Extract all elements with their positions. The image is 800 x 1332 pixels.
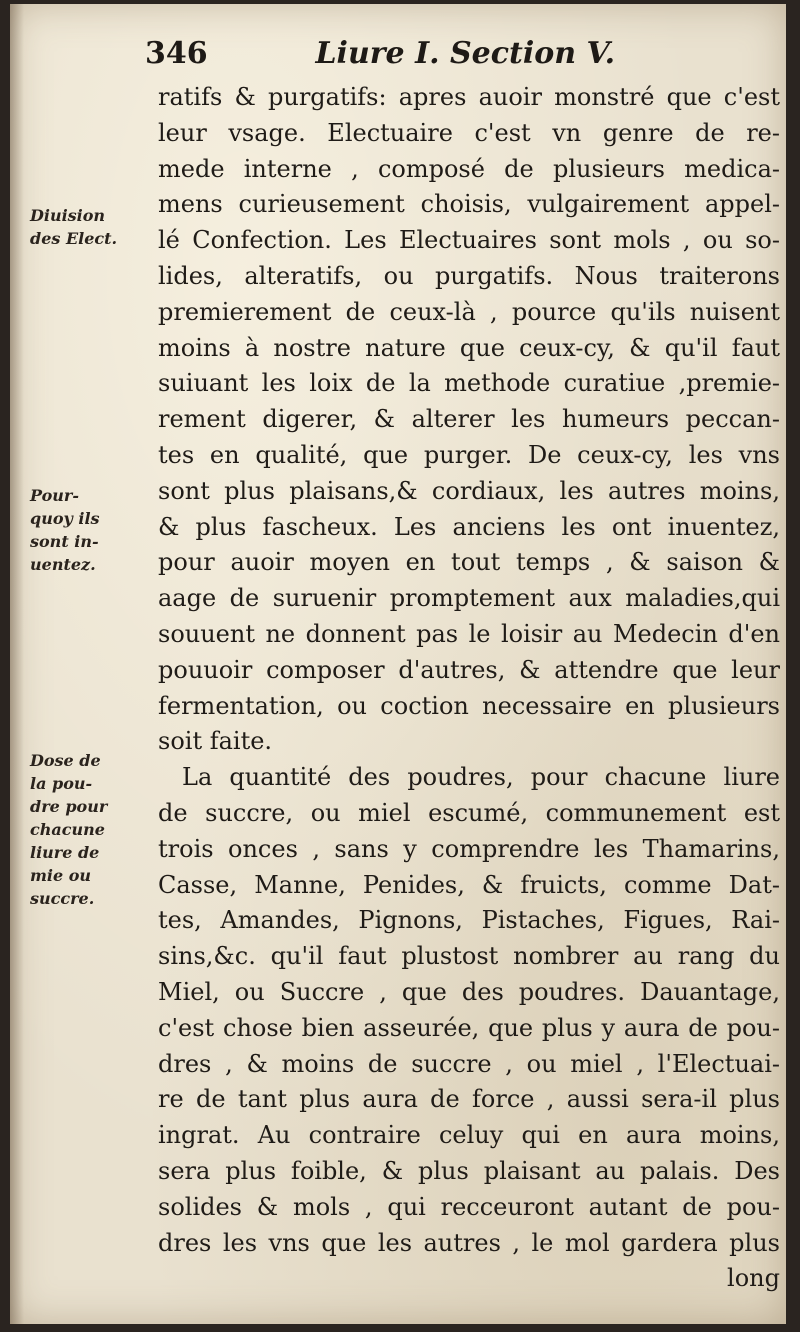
text-line: & plus fascheux. Les anciens les ont inuentez, — [158, 512, 780, 541]
text-line: trois onces , sans y comprendre les Thamarins, — [158, 834, 780, 863]
margin-note-line: dre pour — [30, 797, 108, 816]
text-line: sera plus foible, & plus plaisant au palais. Des — [158, 1156, 780, 1185]
text-line: c'est chose bien asseurée, que plus y aura de pou- — [158, 1013, 780, 1042]
text-line: rement digerer, & alterer les humeurs peccan- — [158, 405, 780, 434]
margin-note-line: liure de — [30, 843, 100, 862]
margin-note-line: uentez. — [30, 555, 96, 574]
text-line: dres les vns que les autres , le mol gardera plus — [158, 1228, 780, 1257]
margin-note-line: quoy ils — [30, 509, 100, 528]
page-number: 346 — [145, 36, 208, 71]
text-line: re de tant plus aura de force , aussi sera-il plus — [158, 1085, 780, 1114]
margin-note-line: Pour- — [30, 486, 79, 505]
text-line: fermentation, ou coction necessaire en plusieurs — [158, 691, 780, 720]
text-line: pouuoir composer d'autres, & attendre que leur — [158, 655, 780, 684]
margin-note-line: mie ou — [30, 866, 92, 885]
margin-note-line: Dose de — [30, 751, 101, 770]
text-line: soit faite. — [158, 727, 273, 756]
text-line: lides, alteratifs, ou purgatifs. Nous traiterons — [158, 261, 780, 290]
margin-note-line: la pou- — [30, 774, 93, 793]
text-line: suiuant les loix de la methode curatiue ,premie- — [158, 369, 780, 398]
running-title: Liure I. Section V. — [315, 36, 616, 71]
margin-note-line: Diuision — [30, 206, 106, 225]
text-line: solides & mols , qui recceuront autant de pou- — [158, 1192, 780, 1221]
text-line: tes, Amandes, Pignons, Pistaches, Figues, Rai- — [158, 906, 780, 935]
margin-note-line: chacune — [30, 820, 105, 839]
text-line: mede interne , composé de plusieurs medica- — [158, 154, 780, 183]
text-line: de succre, ou miel escumé, communement est — [158, 798, 780, 827]
text-line: sins,&c. qu'il faut plustost nombrer au rang du — [158, 942, 780, 971]
text-line: lé Confection. Les Electuaires sont mols , ou so- — [158, 226, 780, 255]
text-line: ratifs & purgatifs: apres auoir monstré que c'est — [158, 83, 780, 111]
text-line: sont plus plaisans,& cordiaux, les autres moins, — [158, 476, 780, 505]
catchword: long — [727, 1264, 780, 1293]
gutter-shadow — [10, 4, 24, 1324]
margin-note-division — [30, 204, 148, 250]
text-line: tes en qualité, que purger. De ceux-cy, les vns — [158, 440, 780, 469]
text-line: mens curieusement choisis, vulgairement appel- — [158, 190, 780, 219]
margin-note-line: sont in- — [30, 532, 99, 551]
text-line: souuent ne donnent pas le loisir au Medecin d'en — [158, 619, 780, 648]
text-line: Casse, Manne, Penides, & fruicts, comme Dat- — [158, 870, 780, 899]
text-line: ingrat. Au contraire celuy qui en aura moins, — [158, 1121, 780, 1150]
text-line: leur vsage. Electuaire c'est vn genre de re- — [158, 118, 780, 147]
margin-note-line: succre. — [30, 889, 95, 908]
margin-note-line: des Elect. — [30, 229, 118, 248]
page-header — [145, 36, 615, 71]
margin-note-dose — [30, 749, 148, 910]
text-line: dres , & moins de succre , ou miel , l'Electuai- — [158, 1049, 780, 1078]
body-text — [158, 80, 780, 1297]
text-line: premierement de ceux-là , pource qu'ils nuisent — [158, 297, 780, 326]
margin-note-why — [30, 484, 148, 576]
text-line: aage de suruenir promptement aux maladies,qui — [158, 584, 780, 613]
text-line: pour auoir moyen en tout temps , & saison & — [158, 548, 780, 577]
book-page — [10, 4, 786, 1324]
text-line: La quantité des poudres, pour chacune liure — [182, 763, 780, 792]
text-line: Miel, ou Succre , que des poudres. Dauantage, — [158, 977, 780, 1006]
text-line: moins à nostre nature que ceux-cy, & qu'il faut — [158, 333, 780, 362]
